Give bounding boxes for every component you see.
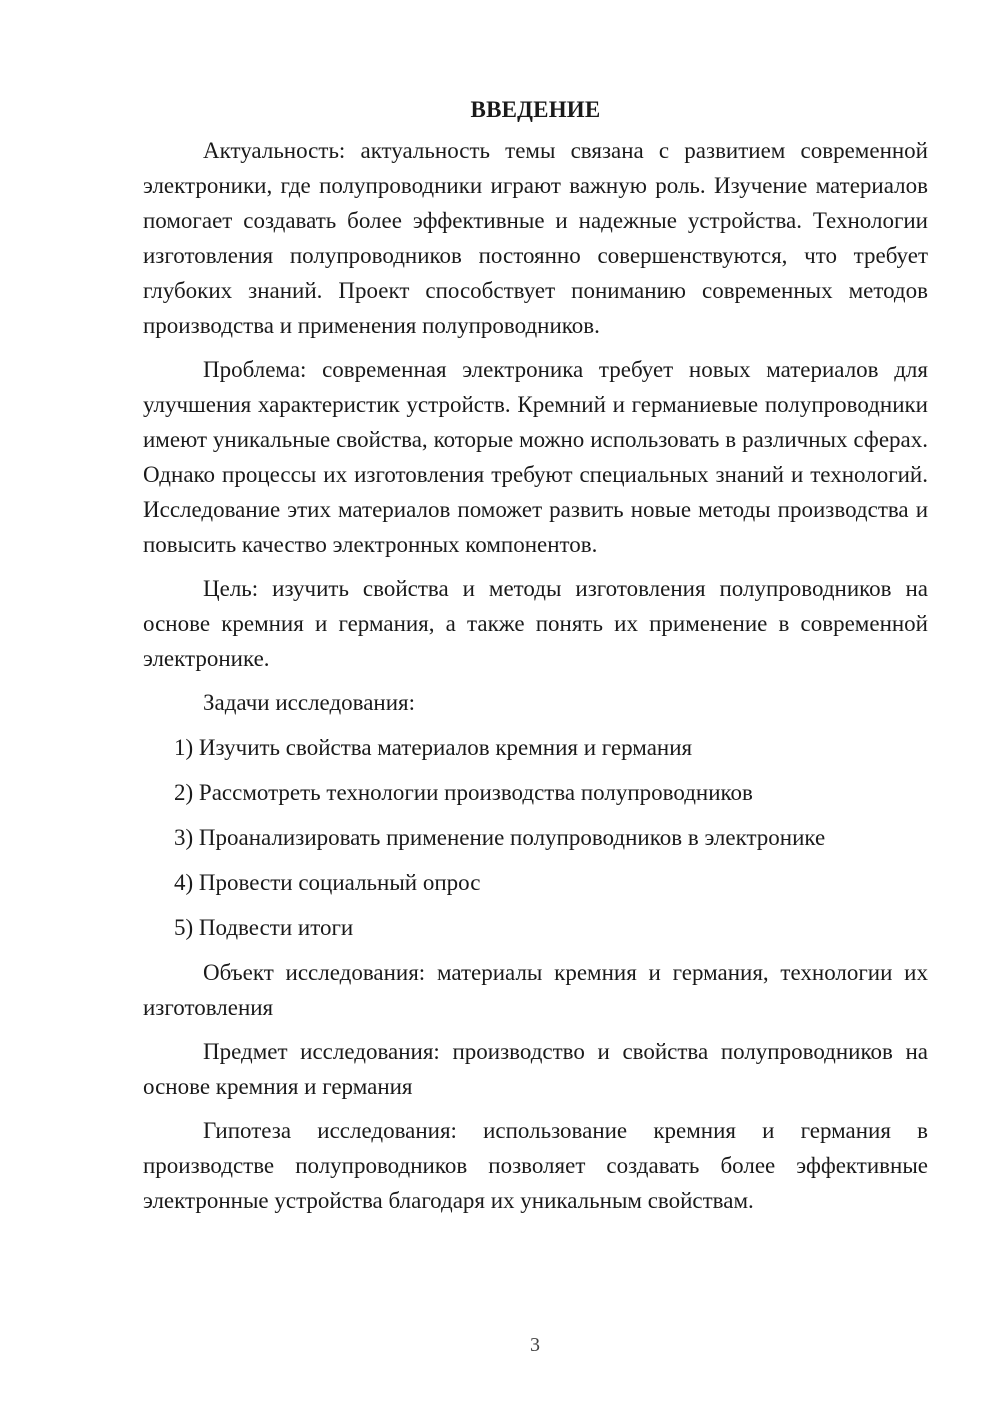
- hypothesis-paragraph: Гипотеза исследования: использование кремния и германия в производстве полупроводников позволяет создавать более эффективные электронные устройства благодаря их уникальным свойствам.: [143, 1118, 928, 1213]
- problem-paragraph: Проблема: современная электроника требует новых материалов для улучшения характеристик устройств. Кремний и германиевые полупроводники имеют уникальные свойства, которые можно использовать в различных сферах. Однако процессы их изготовления требуют специальных знаний и технологий. Исследование этих материалов поможет развить новые методы производства и повысить качество электронных компонентов.: [143, 357, 928, 557]
- subject-paragraph: Предмет исследования: производство и свойства полупроводников на основе кремния и германия: [143, 1039, 928, 1099]
- relevance-paragraph: Актуальность: актуальность темы связана с развитием современной электроники, где полупроводники играют важную роль. Изучение материалов помогает создавать более эффективные и надежные устройства. Технологии изготовления полупроводников постоянно совершенствуются, что требует глубоких знаний. Проект способствует пониманию современных методов производства и применения полупроводников.: [143, 138, 928, 338]
- task-item: 5) Подвести итоги: [174, 915, 354, 940]
- tasks-list: [143, 730, 928, 945]
- task-item: 3) Проанализировать применение полупроводников в электронике: [174, 825, 826, 850]
- object-paragraph: Объект исследования: материалы кремния и германия, технологии их изготовления: [143, 960, 928, 1020]
- document-title: ВВЕДЕНИЕ: [470, 97, 601, 122]
- page-number: 3: [530, 1334, 540, 1356]
- document-page: [143, 92, 928, 1227]
- tasks-heading: Задачи исследования:: [203, 690, 416, 715]
- task-item: 2) Рассмотреть технологии производства полупроводников: [174, 780, 753, 805]
- task-item: 1) Изучить свойства материалов кремния и германия: [174, 735, 693, 760]
- goal-paragraph: Цель: изучить свойства и методы изготовления полупроводников на основе кремния и германия, а также понять их применение в современной электронике.: [143, 576, 928, 671]
- task-item: 4) Провести социальный опрос: [174, 870, 481, 895]
